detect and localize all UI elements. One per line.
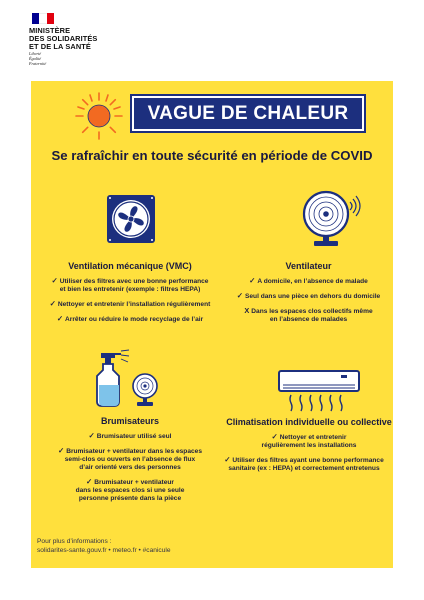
item-line: Utiliser des filtres avec une bonne performance [59,278,209,285]
item-line: Dans les espaces clos collectifs même [251,308,373,315]
item-line: et bien les entretenir (exemple : filtres HEPA) [59,286,201,293]
check-icon: ✓ [56,314,64,323]
cross-icon: X [244,306,250,315]
item-line: Nettoyer et entretenir [279,434,347,441]
motto-line: Fraternité [29,60,47,66]
list-item [35,315,225,324]
ministry-line: ET DE LA SANTÉ [29,41,91,51]
item-line: Nettoyer et entretenir l’installation régulièrement [57,301,211,308]
item-line: Brumisateur utilisé seul [96,433,172,440]
check-icon: ✓ [224,455,231,464]
item-line: Arrêter ou réduire le mode recyclage de l’air [65,316,204,323]
footer-label: Pour plus d’informations : [37,538,112,545]
fan-icon [106,194,156,244]
list-item [221,292,396,301]
item-line: personne présente dans la pièce [78,495,182,502]
list-item [221,307,396,324]
item-line: d’air orienté vers des personnes [79,464,181,471]
section-title: Climatisation individuelle ou collective [226,417,392,427]
ministry-line: MINISTÈRE [29,26,71,35]
check-icon: ✓ [58,446,65,455]
list-item [35,432,225,441]
ministry-name [29,27,139,50]
list-item [219,433,399,450]
motto-line: Égalité [29,55,42,61]
check-icon: ✓ [271,432,278,441]
mister-icon [91,349,163,409]
item-line: régulièrement les installations [261,442,357,449]
french-flag-icon [32,13,54,24]
item-line: Seul dans une pièce en dehors du domicile [244,293,381,300]
check-icon: ✓ [86,477,93,486]
list-item [221,277,396,286]
check-icon: ✓ [49,299,56,308]
item-line: en l’absence de malades [269,316,348,323]
list-item [209,456,399,473]
footer-links: solidarites-sante.gouv.fr • meteo.fr • #canicule [37,546,171,554]
list-item [35,277,225,294]
check-icon: ✓ [249,276,256,285]
section-climatisation [219,417,399,479]
title-banner [132,96,364,131]
list-item [35,300,225,309]
republic-motto [29,52,139,66]
poster-subtitle: Se rafraîchir en toute sécurité en période de COVID [51,148,373,163]
item-line: A domicile, en l’absence de malade [257,278,368,285]
section-ventilateur [221,261,396,330]
section-vmc [35,261,225,330]
sun-icon [74,91,124,141]
ministry-line: DES SOLIDARITÉS [29,33,98,43]
check-icon: ✓ [88,431,95,440]
desk-fan-icon [295,188,361,248]
section-brumisateurs [35,416,225,509]
more-info-footer [37,538,171,555]
item-line: Utiliser des filtres ayant une bonne performance [232,457,384,464]
section-title: Ventilateur [285,261,332,271]
section-title: Brumisateurs [100,416,160,426]
check-icon: ✓ [51,276,58,285]
section-title: Ventilation mécanique (VMC) [68,261,192,271]
item-line: Brumisateur + ventilateur [94,479,174,486]
heatwave-poster [31,81,393,568]
air-conditioner-icon [277,369,361,413]
check-icon: ✓ [236,291,243,300]
item-line: semi-clos ou ouverts en l’absence de flux [64,456,196,463]
list-item [35,447,225,472]
item-line: Brumisateur + ventilateur dans les espaces [66,448,202,455]
list-item [35,478,225,503]
motto-line: Liberté [29,51,42,57]
item-line: sanitaire (ex : HEPA) et correctement entretenus [228,465,380,472]
ministry-logo [29,13,139,66]
poster-title: VAGUE DE CHALEUR [147,102,349,124]
item-line: dans les espaces clos si une seule [75,487,185,494]
